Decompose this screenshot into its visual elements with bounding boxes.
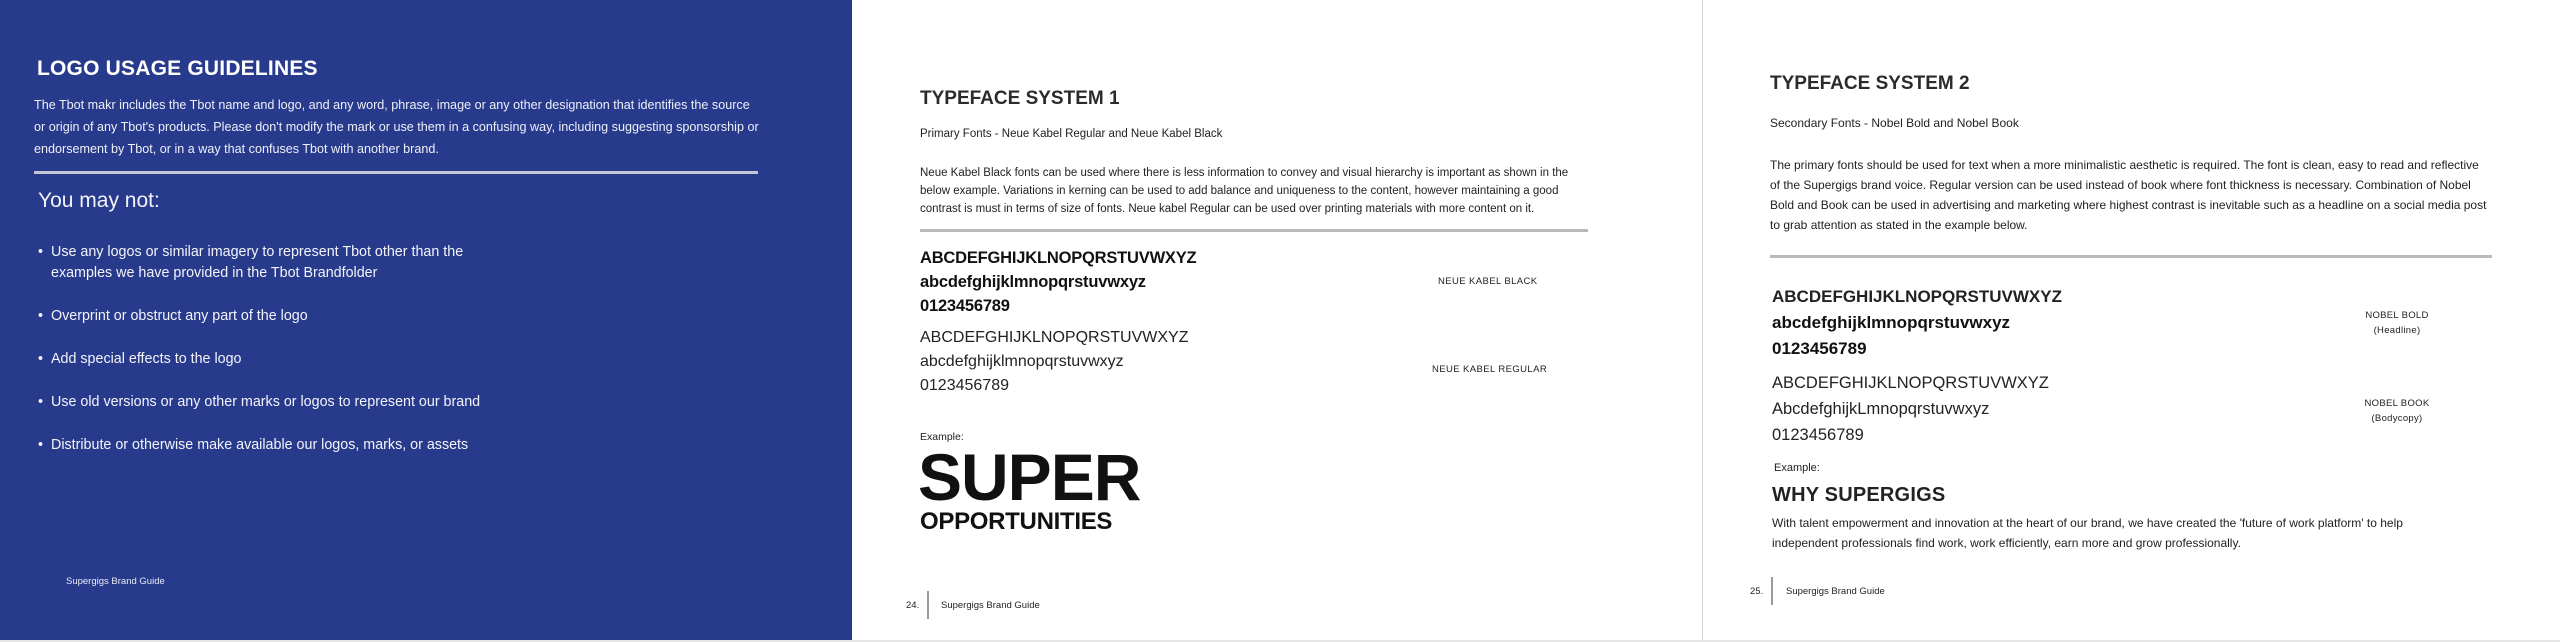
page-footer: Supergigs Brand Guide [66,576,165,587]
divider [920,229,1588,232]
body-paragraph: Neue Kabel Black fonts can be used where there is less information to convey and visual hierarchy is important as shown in the below example. Variations in kerning can be used to add balance and uniqueness to the content, however maintaining a good contrast is must in terms of size of fonts. Neue kabel Regular can be used over printing materials with more content on it. [920,167,1569,215]
footer-divider [1771,577,1773,605]
page-logo-usage [0,0,852,640]
list-item: • Use old versions or any other marks or logos to represent our brand [38,392,518,413]
page-title: TYPEFACE SYSTEM 1 [920,88,1120,109]
page-footer: Supergigs Brand Guide [1786,586,1885,597]
sample-uppercase: ABCDEFGHIJKLNOPQRSTUVWXYZ [920,249,1197,267]
sample-lowercase: abcdefghijklmnopqrstuvwxyz [920,353,1124,370]
sample-uppercase: ABCDEFGHIJKLNOPQRSTUVWXYZ [1772,287,2062,306]
font-label [2342,308,2452,338]
neue-kabel-regular-sample [920,326,1188,398]
sample-lowercase: AbcdefghijkLmnopqrstuvwxyz [1772,400,1990,418]
sample-lowercase: abcdefghijklmnopqrstuvwxyz [920,273,1146,291]
font-label: NEUE KABEL BLACK [1438,276,1538,287]
nobel-book-sample [1772,370,2049,448]
list-item: • Distribute or otherwise make available our logos, marks, or assets [38,435,518,456]
sample-digits: 0123456789 [1772,339,1867,358]
you-may-not-heading: You may not: [38,189,160,212]
page-title: LOGO USAGE GUIDELINES [37,57,318,80]
page-typeface-1 [852,0,1702,640]
body-paragraph: The primary fonts should be used for text when a more minimalistic aesthetic is required. The font is clean, easy to read and reflective of the Supergigs brand voice. Regular version can be used instead of book where font thickness is necessary. Combination of Nobel Bold and Book can be used in advertising and marketing where highest contrast is inevitable such as a headline on a social media post to grab attention as stated in the example below. [1770,158,2487,232]
example-label: Example: [1774,462,1820,474]
sample-digits: 0123456789 [1772,426,1864,444]
font-name: NOBEL BOLD [2365,310,2429,321]
page-title: TYPEFACE SYSTEM 2 [1770,73,1970,94]
example-label: Example: [920,431,964,443]
list-item: • Use any logos or similar imagery to represent Tbot other than the examples we have provided in the Tbot Brandfolder [38,242,518,284]
nobel-bold-sample [1772,284,2062,362]
font-name: NOBEL BOOK [2364,398,2430,409]
page-subtitle: Secondary Fonts - Nobel Bold and Nobel Book [1770,116,2019,130]
page-typeface-2 [1702,0,2560,640]
sample-digits: 0123456789 [920,297,1010,315]
page-number: 24. [906,600,920,611]
example-body: With talent empowerment and innovation at the heart of our brand, we have created the 'future of work platform' to help independent professionals find work, work efficiently, earn more and grow professionally. [1772,516,2403,550]
font-usage-note: (Bodycopy) [2371,413,2423,424]
example-headline: SUPER [918,440,1141,514]
sample-lowercase: abcdefghijklmnopqrstuvwxyz [1772,313,2011,332]
divider [1770,255,2492,258]
example-headline: WHY SUPERGIGS [1772,484,1946,506]
intro-paragraph: The Tbot makr includes the Tbot name and logo, and any word, phrase, image or any other designation that identifies the source or origin of any Tbot's products. Please don't modify the mark or use them in a confusing way, including suggesting sponsorship or endorsement by Tbot, or in a way that confuses Tbot with another brand. [34,98,759,156]
sample-digits: 0123456789 [920,377,1009,394]
sample-uppercase: ABCDEFGHIJKLNOPQRSTUVWXYZ [920,329,1189,346]
font-label: NEUE KABEL REGULAR [1432,364,1548,375]
page-footer: Supergigs Brand Guide [941,600,1040,611]
font-usage-note: (Headline) [2373,325,2421,336]
sample-uppercase: ABCDEFGHIJKLNOPQRSTUVWXYZ [1772,374,2049,392]
neue-kabel-black-sample [920,246,1196,318]
page-number: 25. [1750,586,1764,597]
prohibited-list [38,242,518,478]
list-item: • Overprint or obstruct any part of the logo [38,306,518,327]
list-item: • Add special effects to the logo [38,349,518,370]
page-subtitle: Primary Fonts - Neue Kabel Regular and Neue Kabel Black [920,128,1223,140]
example-subline: OPPORTUNITIES [920,508,1113,535]
footer-divider [927,591,929,619]
font-label [2342,396,2452,426]
divider [34,171,758,174]
